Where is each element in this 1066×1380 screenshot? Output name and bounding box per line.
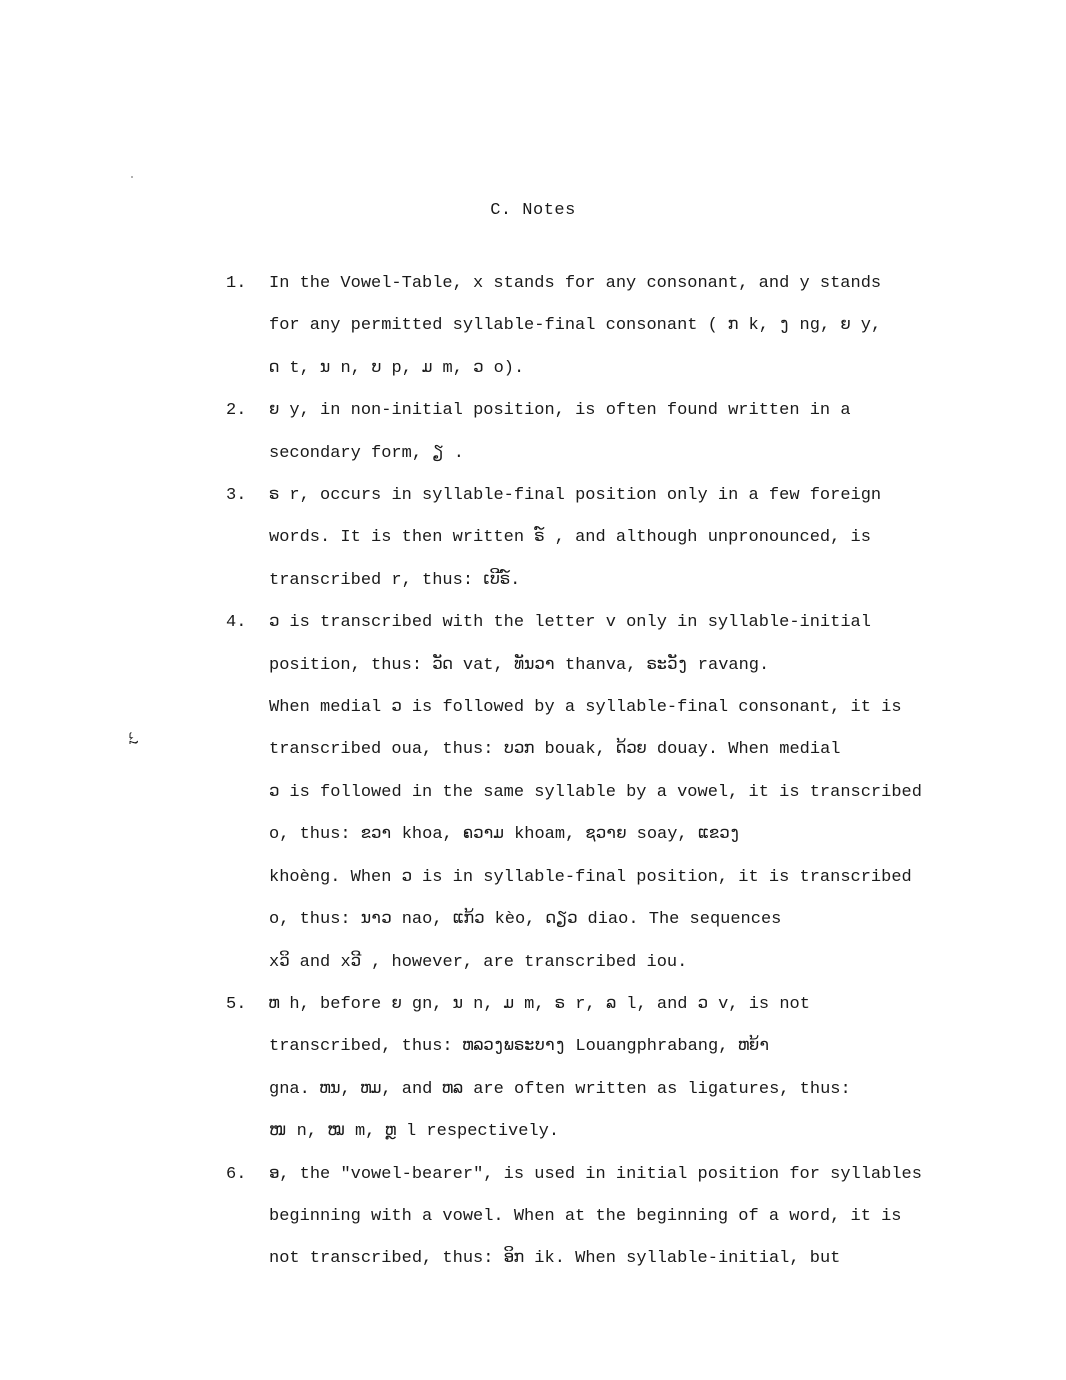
margin-mark: ܐܝ — [125, 731, 144, 745]
note-line: ໜ n, ໝ m, ຫຼ l respectively. — [269, 1122, 560, 1142]
note-text — [269, 475, 966, 602]
note-line: ຍ y, in non-initial position, is often found written in a — [269, 401, 851, 421]
note-line: khoèng. When ວ is in syllable-final position, it is transcribed — [269, 867, 912, 887]
note-line: gna. ຫນ, ຫມ, and ຫລ are often written as ligatures, thus: — [269, 1079, 851, 1099]
note-5 — [226, 984, 966, 1154]
note-line: In the Vowel-Table, x stands for any consonant, and y stands — [269, 274, 882, 293]
note-4 — [226, 602, 966, 984]
note-line: transcribed r, thus: ເບີຣ໌. — [269, 570, 521, 590]
note-line: transcribed oua, thus: ບວກ bouak, ດ້ວຍ douay. When medial — [269, 740, 841, 760]
note-line: transcribed, thus: ຫລວງພຣະບາງ Louangphrabang, ຫຍ້າ — [269, 1037, 770, 1057]
note-text — [269, 263, 966, 390]
note-text — [269, 390, 966, 475]
speck — [131, 176, 133, 178]
note-line: ຫ h, before ຍ gn, ນ n, ມ m, ຣ r, ລ l, and ວ v, is not — [269, 994, 810, 1014]
note-6 — [226, 1154, 966, 1281]
note-line: o, thus: ຂວາ khoa, ຄວາມ khoam, ຊວາຍ soay, ແຂວງ — [269, 825, 740, 845]
note-number: 4. — [226, 613, 247, 633]
note-line: for any permitted syllable-final consonant ( ກ k, ງ ng, ຍ y, — [269, 316, 882, 336]
note-line: When medial ວ is followed by a syllable-final consonant, it is — [269, 698, 902, 718]
note-2 — [226, 390, 966, 475]
note-line: ຣ r, occurs in syllable-final position only in a few foreign — [269, 486, 882, 506]
note-line: xິວ and xີວ , however, are transcribed iou. — [269, 952, 688, 972]
note-number: 2. — [226, 401, 247, 421]
note-line: ວ is transcribed with the letter v only in syllable-initial — [269, 613, 871, 633]
note-text — [269, 1154, 966, 1281]
note-line: ອ, the "vowel-bearer", is used in initial position for syllables — [269, 1164, 922, 1184]
note-text — [269, 602, 966, 984]
notes-list — [226, 263, 966, 1281]
note-line: ດ t, ນ n, ບ p, ມ m, ວ o). — [269, 358, 525, 378]
note-text — [269, 984, 966, 1154]
note-1 — [226, 263, 966, 390]
section-title: C. Notes — [490, 201, 576, 220]
note-number: 1. — [226, 274, 247, 293]
note-number: 3. — [226, 486, 247, 506]
note-line: not transcribed, thus: ອິກ ik. When syllable-initial, but — [269, 1249, 841, 1269]
note-line: words. It is then written ຣ໌ , and although unpronounced, is — [269, 528, 871, 548]
note-line: position, thus: ວັດ vat, ທັນວາ thanva, ຣະວັງ ravang. — [269, 655, 770, 675]
note-number: 6. — [226, 1164, 247, 1184]
note-line: ວ is followed in the same syllable by a vowel, it is transcribed — [269, 782, 922, 802]
note-line: secondary form, ຽ . — [269, 443, 464, 463]
note-line: beginning with a vowel. When at the beginning of a word, it is — [269, 1206, 902, 1226]
note-3 — [226, 475, 966, 602]
note-number: 5. — [226, 994, 247, 1014]
note-line: o, thus: ນາວ nao, ແກ້ວ kèo, ດຽວ diao. The sequences — [269, 910, 782, 930]
